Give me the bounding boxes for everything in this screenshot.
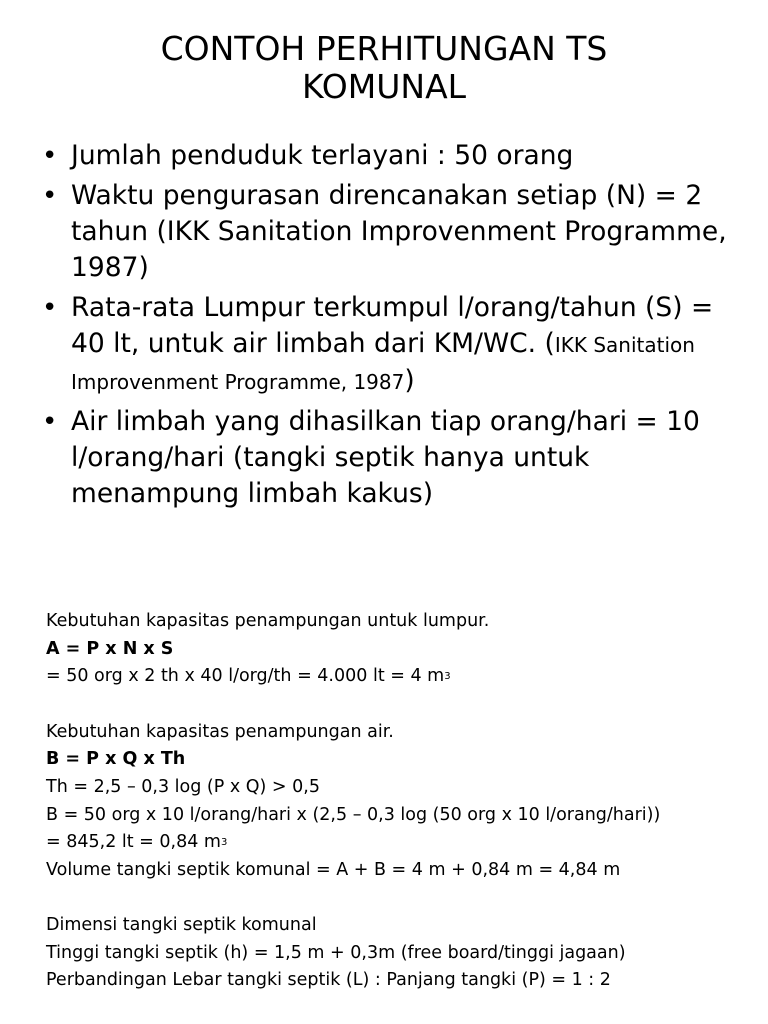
bullet-source-note: IKK Sanitation Improvenment Programme, 1987 xyxy=(71,333,695,394)
title-line-1: CONTOH PERHITUNGAN TS xyxy=(160,29,608,68)
result-b xyxy=(46,829,746,857)
bullet-item-draining-time xyxy=(42,178,742,286)
bullet-text: Jumlah penduduk terlayani : 50 orang xyxy=(71,140,574,171)
bullet-item-sludge-rate xyxy=(42,290,742,400)
bullet-text: Waktu pengurasan direncanakan setiap (N) = 2 tahun (IKK Sanitation Improvenment Programme, 1987) xyxy=(71,180,727,283)
formula-b: B = P x Q x Th xyxy=(46,749,186,769)
bullet-item-population xyxy=(42,138,742,174)
result-a xyxy=(46,663,746,691)
bullet-dot-icon: • xyxy=(42,407,58,437)
calculation-block xyxy=(46,608,746,995)
bullet-list xyxy=(42,138,742,516)
bullet-dot-icon: • xyxy=(42,293,58,323)
result-a-superscript: 3 xyxy=(444,671,451,682)
b-calculation: B = 50 org x 10 l/orang/hari x (2,5 – 0,3 log (50 org x 10 l/orang/hari)) xyxy=(46,805,661,825)
tank-height: Tinggi tangki septik (h) = 1,5 m + 0,3m (free board/tinggi jagaan) xyxy=(46,942,626,963)
bullet-dot-icon: • xyxy=(42,181,58,211)
bullet-item-wastewater xyxy=(42,404,742,512)
dimension-heading: Dimensi tangki septik komunal xyxy=(46,915,317,935)
bullet-text: Rata-rata Lumpur terkumpul l/orang/tahun (S) = 40 lt, untuk air limbah dari KM/WC. xyxy=(71,292,714,359)
result-a-text: = 50 org x 2 th x 40 l/org/th = 4.000 lt = 4 m xyxy=(46,666,445,686)
water-heading: Kebutuhan kapasitas penampungan air. xyxy=(46,721,394,742)
result-b-superscript: 3 xyxy=(220,837,228,848)
formula-a: A = P x N x S xyxy=(46,638,174,659)
bullet-open-paren: ( xyxy=(544,328,555,359)
slide-title xyxy=(0,30,768,106)
title-line-2: KOMUNAL xyxy=(301,67,467,106)
th-formula: Th = 2,5 – 0,3 log (P x Q) > 0,5 xyxy=(46,776,320,797)
bullet-close-paren: ) xyxy=(404,365,415,396)
volume-total: Volume tangki septik komunal = A + B = 4 m + 0,84 m = 4,84 m xyxy=(46,859,621,880)
bullet-text: Air limbah yang dihasilkan tiap orang/hari = 10 l/orang/hari (tangki septik hanya untuk menampung limbah kakus) xyxy=(71,406,700,509)
tank-ratio: Perbandingan Lebar tangki septik (L) : Panjang tangki (P) = 1 : 2 xyxy=(46,970,611,990)
result-b-text: = 845,2 lt = 0,84 m xyxy=(46,832,221,852)
bullet-dot-icon: • xyxy=(42,141,58,171)
sludge-heading: Kebutuhan kapasitas penampungan untuk lumpur. xyxy=(46,611,490,631)
